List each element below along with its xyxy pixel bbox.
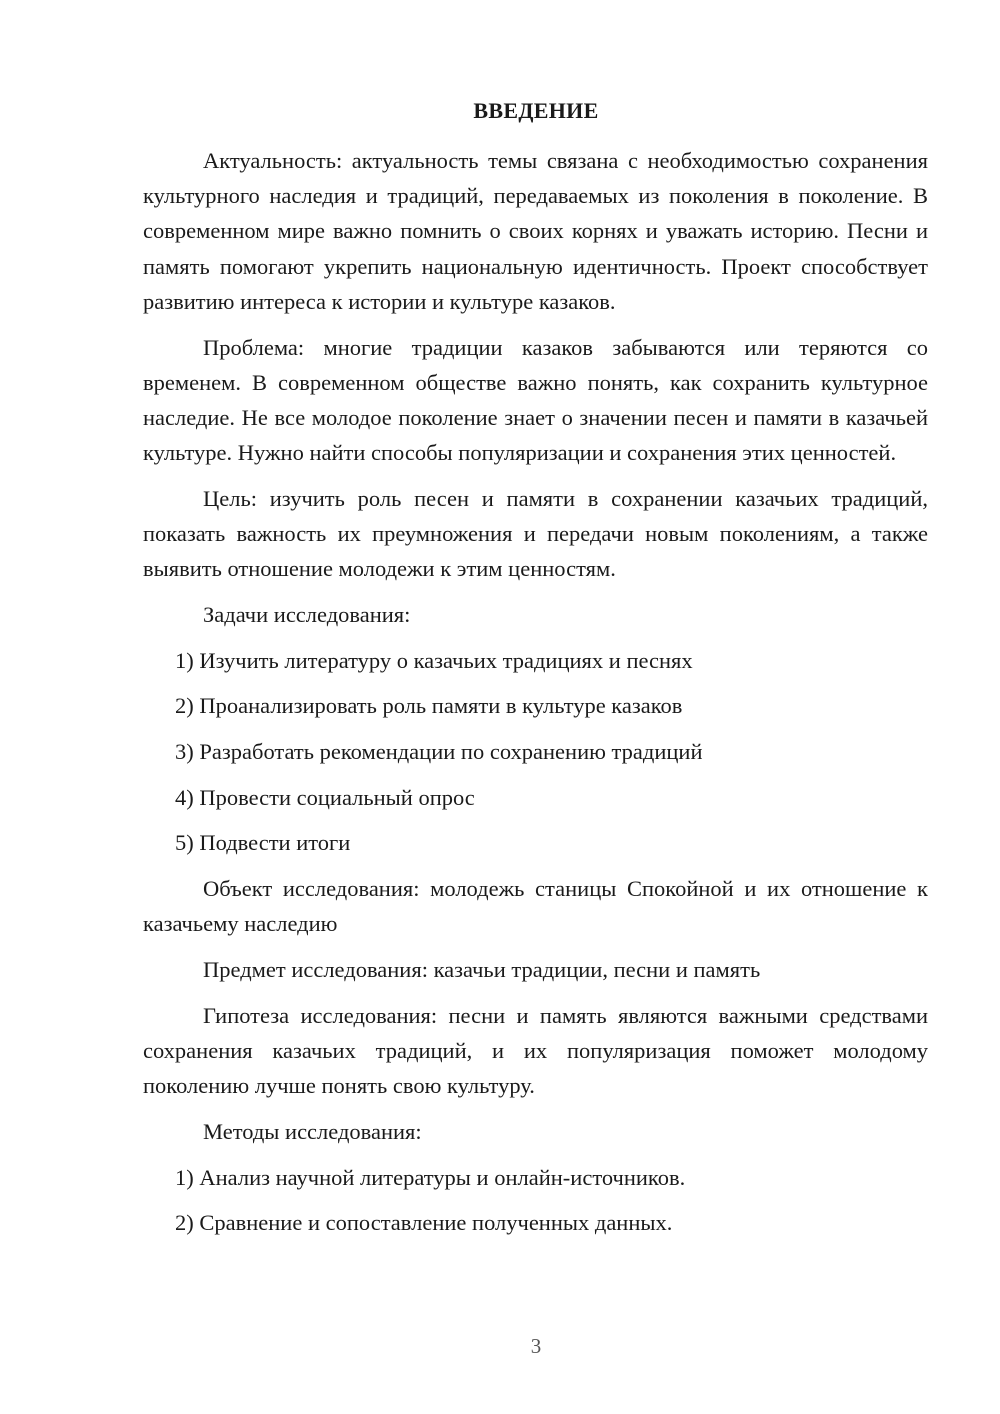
object-paragraph: Объект исследования: молодежь станицы Спокойной и их отношение к казачьему наследию [143, 876, 928, 937]
subject-paragraph: Предмет исследования: казачьи традиции, песни и память [203, 957, 761, 983]
document-body [143, 143, 928, 1251]
task-item-4: 4) Провести социальный опрос [175, 784, 475, 810]
page-number: 3 [530, 1334, 542, 1358]
task-item-1: 1) Изучить литературу о казачьих традициях и песнях [175, 647, 693, 673]
tasks-heading: Задачи исследования: [203, 601, 411, 627]
methods-heading: Методы исследования: [203, 1118, 422, 1144]
task-item-3: 3) Разработать рекомендации по сохранению традиций [175, 739, 703, 765]
task-item-2: 2) Проанализировать роль памяти в культуре казаков [175, 693, 683, 719]
task-item-5: 5) Подвести итоги [175, 830, 351, 856]
problem-paragraph: Проблема: многие традиции казаков забываются или теряются со временем. В современном обществе важно понять, как сохранить культурное наследие. Не все молодое поколение знает о значении песен и памяти в казачьей культуре. Нужно найти способы популяризации и сохранения этих ценностей. [143, 334, 928, 466]
page-title: ВВЕДЕНИЕ [473, 98, 599, 123]
goal-paragraph: Цель: изучить роль песен и памяти в сохранении казачьих традиций, показать важность их преумножения и передачи новым поколениям, а также выявить отношение молодежи к этим ценностям. [143, 485, 928, 582]
method-item-1: 1) Анализ научной литературы и онлайн-источников. [175, 1164, 686, 1190]
relevance-paragraph: Актуальность: актуальность темы связана с необходимостью сохранения культурного наследия и традиций, передаваемых из поколения в поколение. В современном мире важно помнить о своих корнях и уважать историю. Песни и память помогают укрепить национальную идентичность. Проект способствует развитию интереса к истории и культуре казаков. [143, 148, 928, 314]
hypothesis-paragraph: Гипотеза исследования: песни и память являются важными средствами сохранения казачьих традиций, и их популяризация поможет молодому поколению лучше понять свою культуру. [143, 1002, 928, 1099]
method-item-2: 2) Сравнение и сопоставление полученных данных. [175, 1210, 673, 1236]
